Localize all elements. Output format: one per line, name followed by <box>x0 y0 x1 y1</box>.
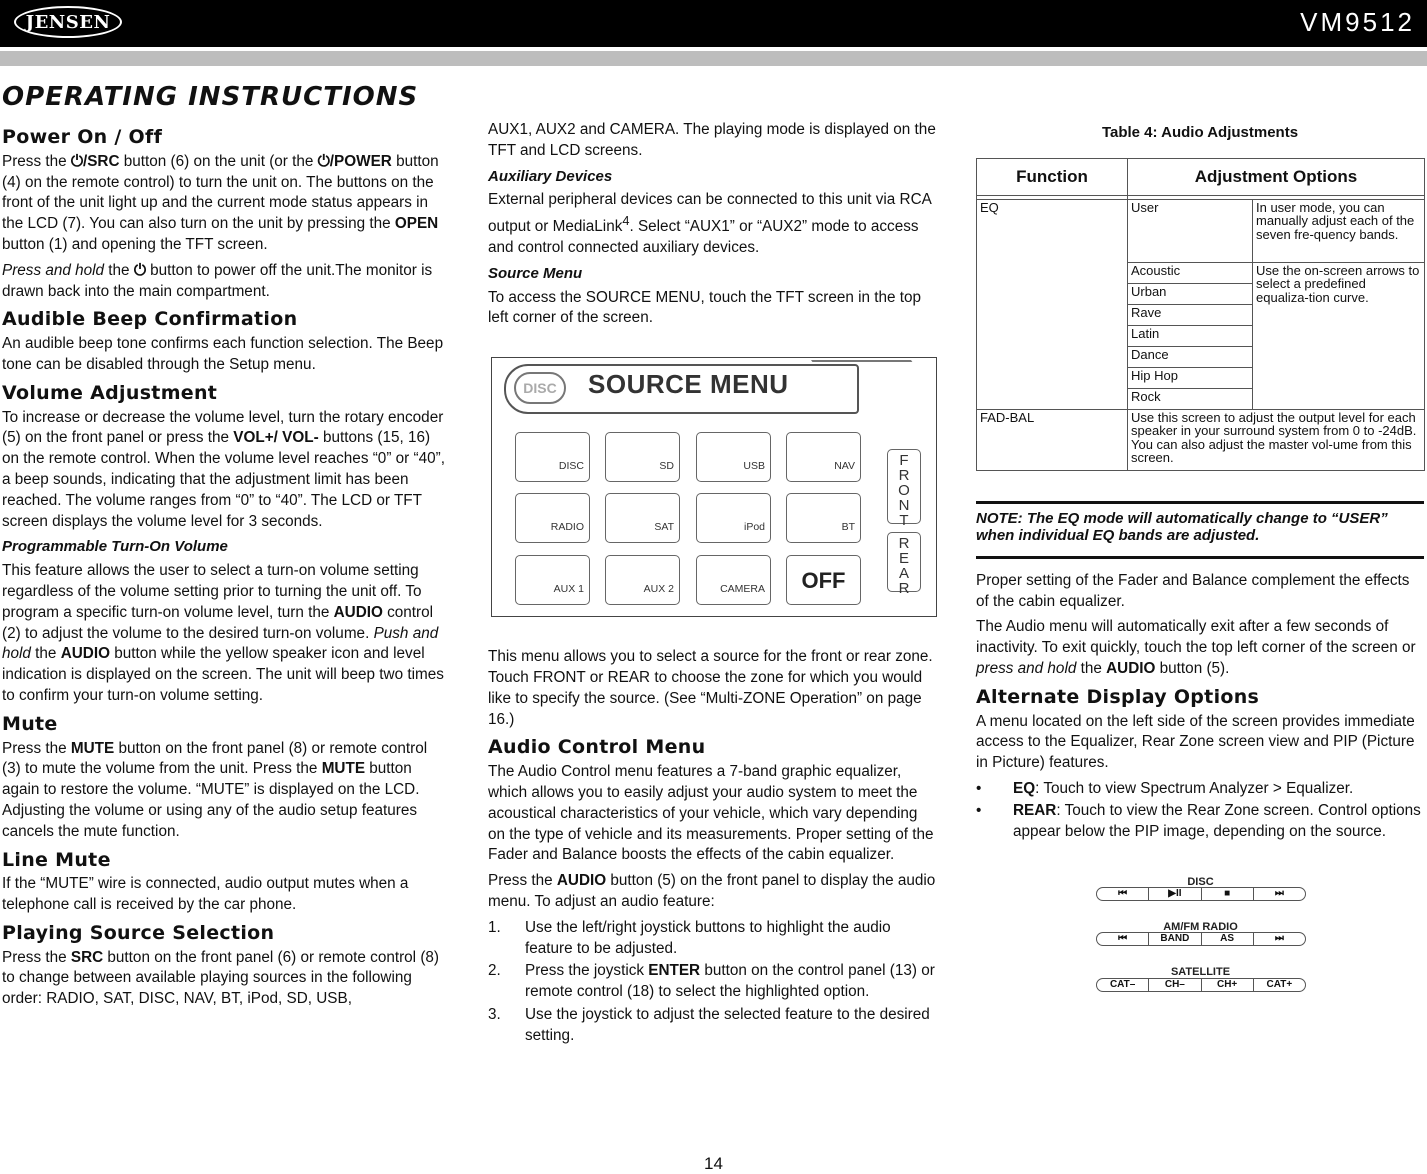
logo-text: JENSEN <box>25 11 111 33</box>
turnon-heading: Programmable Turn-On Volume <box>2 538 228 556</box>
linemute-paragraph: If the “MUTE” wire is connected, audio output mutes when a telephone call is received by the car phone. <box>2 875 409 914</box>
eq-cell: EQ <box>977 199 1128 409</box>
disc-badge[interactable]: DISC <box>514 372 566 404</box>
source-btn-sat[interactable]: SAT <box>605 493 680 543</box>
audio-steps <box>488 918 938 1047</box>
front-zone-button[interactable]: F R O N T <box>887 449 921 524</box>
radio-controls <box>1096 932 1306 946</box>
list-item: 3. Use the joystick to adjust the selected feature to the desired setting. <box>488 1006 930 1044</box>
table-row: Urban <box>977 283 1425 304</box>
volume-paragraph: To increase or decrease the volume level, turn the rotary encoder (5) on the front panel or press the VOL+/ VOL- buttons (15, 16) on the remote control. When the volume level reaches “0” or “40”, a beep sounds, indicating that the adjustment limit has been reached. The volume ranges from “0” to “40”. The LCD or TFT screen displays the volume level for 3 seconds. <box>2 408 445 530</box>
sat-controls-label: SATELLITE <box>1170 966 1231 979</box>
stop-button[interactable]: ■ <box>1201 888 1253 900</box>
disc-controls <box>1096 887 1306 901</box>
table-row <box>977 409 1425 470</box>
audio-paragraph-1: The Audio Control menu features a 7-band graphic equalizer, which allows you to easily adjust your audio system to meet the acoustical characteristics of your vehicle, which vary depending on the type of vehicle and its measurements. Proper setting of the Fader and Balance boosts the effects of the cabin equalizer. <box>488 763 934 864</box>
source-btn-off[interactable]: OFF <box>786 555 861 605</box>
source-btn-aux2[interactable]: AUX 2 <box>605 555 680 605</box>
list-item: 1. Use the left/right joystick buttons to highlight the audio feature to be adjusted. <box>488 918 891 957</box>
table-row <box>977 199 1425 262</box>
beep-paragraph: An audible beep tone confirms each function selection. The Beep tone can be disabled through the Setup menu. <box>2 335 444 373</box>
table-row: Latin <box>977 325 1425 346</box>
model-number: VM9512 <box>1300 7 1415 37</box>
alt-display-paragraph: A menu located on the left side of the screen provides immediate access to the Equalizer, Rear Zone screen view and PIP (Picture in Picture) features. <box>976 712 1415 772</box>
source-heading: Playing Source Selection <box>2 921 275 944</box>
mute-paragraph: Press the MUTE button on the front panel (8) or remote control (3) to mute the volume from the unit. Press the MUTE button again to restore the volume. “MUTE” is displayed on the LCD. Adjusting the volume or using any of the audio setup features cancels the mute function. <box>2 739 428 840</box>
power-icon: ⏻ <box>317 152 330 170</box>
disc-controls-label: DISC <box>1187 876 1214 889</box>
seek-up-button[interactable]: ⏭ <box>1253 933 1305 945</box>
cat-down-button[interactable]: CAT– <box>1109 979 1136 991</box>
mute-heading: Mute <box>2 712 58 735</box>
table-row: Hip Hop <box>977 367 1425 388</box>
source-menu-title: SOURCE MENU <box>588 369 789 400</box>
alt-display-heading: Alternate Display Options <box>976 685 1260 708</box>
sat-controls <box>1096 978 1306 992</box>
eq-preset-desc: Use the on-screen arrows to select a predefined equaliza-tion curve. <box>1253 262 1425 409</box>
fader-paragraph: Proper setting of the Fader and Balance complement the effects of the cabin equalizer. <box>976 571 1410 610</box>
page-title: OPERATING INSTRUCTIONS <box>2 82 419 112</box>
list-item: 2. Press the joystick ENTER button on the control panel (13) or remote control (18) to select the highlighted option. <box>488 962 935 1001</box>
volume-heading: Volume Adjustment <box>2 381 218 404</box>
table-row: Acoustic Use the on-screen arrows to select a predefined equaliza-tion curve. <box>977 262 1425 283</box>
fad-bal-cell: FAD-BAL <box>977 409 1128 470</box>
zone-paragraph: This menu allows you to select a source for the front or rear zone. Touch FRONT or REAR to choose the zone for which you would like to specify the source. (See “Multi-ZONE Operation” on page 16.) <box>488 648 933 728</box>
eq-user-cell: User <box>1128 199 1253 262</box>
cat-up-button[interactable]: CAT+ <box>1253 979 1305 991</box>
audio-paragraph-2: Press the AUDIO button (5) on the front panel to display the audio menu. To adjust an audio feature: <box>488 872 936 911</box>
play-pause-button[interactable]: ▶II <box>1148 888 1200 900</box>
source-btn-nav[interactable]: NAV <box>786 432 861 482</box>
linemute-heading: Line Mute <box>2 848 111 871</box>
as-button[interactable]: AS <box>1201 933 1253 945</box>
radio-controls-label: AM/FM RADIO <box>1163 921 1238 934</box>
source-btn-bt[interactable]: BT <box>786 493 861 543</box>
header-bar <box>0 0 1427 47</box>
source-btn-aux1[interactable]: AUX 1 <box>515 555 590 605</box>
aux-heading: Auxiliary Devices <box>488 167 613 185</box>
exit-paragraph: The Audio menu will automatically exit after a few seconds of inactivity. To exit quickly, touch the top left corner of the screen or press and hold the AUDIO button (5). <box>976 618 1416 677</box>
rear-zone-button[interactable]: R E A R <box>887 532 921 592</box>
beep-heading: Audible Beep Confirmation <box>2 308 298 331</box>
page-number: 14 <box>704 1154 723 1173</box>
table-row: Rock <box>977 388 1425 409</box>
band-button[interactable]: BAND <box>1148 933 1200 945</box>
srcmenu-paragraph: To access the SOURCE MENU, touch the TFT screen in the top left corner of the screen. <box>488 288 922 327</box>
list-item: • EQ: Touch to view Spectrum Analyzer > Equalizer. <box>976 779 1354 797</box>
list-item: • REAR: Touch to view the Rear Zone screen. Control options appear below the PIP image, depending on the source. <box>976 801 1421 840</box>
ch-up-button[interactable]: CH+ <box>1201 979 1253 991</box>
power-icon: ⏻ <box>70 152 83 170</box>
ch-down-button[interactable]: CH– <box>1148 979 1200 991</box>
turnon-paragraph: This feature allows the user to select a turn-on volume setting regardless of the volume setting prior to turning the unit off. To program a specific turn-on volume level, turn the AUDIO control (2) to adjust the volume to the desired turn-on volume. Push and hold the AUDIO button while the yellow speaker icon and level indication is displayed on the screen. The unit will beep two times to confirm your turn-on volume setting. <box>2 562 444 704</box>
power-icon: ⏻ <box>133 261 146 279</box>
column-left <box>2 120 450 1015</box>
column-middle <box>488 120 938 1049</box>
jensen-logo <box>14 6 122 38</box>
fad-bal-desc: Use this screen to adjust the output level for each speaker in your surround system from 0 to -24dB. You can also adjust the master vol-ume from this screen. <box>1128 409 1425 470</box>
aux-paragraph: External peripheral devices can be connected to this unit via RCA output or MediaLink$^4$. Select “AUX1” or “AUX2” mode to access and control connected auxiliary devices. <box>488 191 932 257</box>
power-heading: Power On / Off <box>2 126 163 148</box>
power-off-paragraph: Press and hold the ⏻ button to power off the unit.The monitor is drawn back into the main compartment. <box>2 261 433 300</box>
next-track-button[interactable]: ⏭ <box>1253 888 1305 900</box>
table-caption: Table 4: Audio Adjustments <box>1101 124 1299 141</box>
column-right <box>976 120 1424 1012</box>
eq-user-desc: In user mode, you can manually adjust each of the seven fre-quency bands. <box>1253 199 1425 262</box>
source-btn-disc[interactable]: DISC <box>515 432 590 482</box>
audio-heading: Audio Control Menu <box>488 736 706 759</box>
source-btn-sd[interactable]: SD <box>605 432 680 482</box>
seek-down-button[interactable]: ⏮ <box>1118 933 1128 945</box>
source-order-cont: AUX1, AUX2 and CAMERA. The playing mode is displayed on the TFT and LCD screens. <box>488 121 936 159</box>
table-row: Rave <box>977 304 1425 325</box>
alt-display-list <box>976 779 1424 842</box>
srcmenu-heading: Source Menu <box>488 264 583 282</box>
source-paragraph: Press the SRC button on the front panel (6) or remote control (8) to change between available playing sources in the following order: RADIO, SAT, DISC, NAV, BT, iPod, SD, USB, <box>2 948 440 1008</box>
source-btn-radio[interactable]: RADIO <box>515 493 590 543</box>
control-bars-figure <box>976 872 1425 1012</box>
table-row: Dance <box>977 346 1425 367</box>
header-stripe <box>0 51 1427 66</box>
table-header-options: Adjustment Options <box>1128 158 1425 195</box>
prev-track-button[interactable]: ⏮ <box>1118 888 1128 900</box>
eq-note: NOTE: The EQ mode will automatically change to “USER” when individual EQ bands are adjusted. <box>976 501 1424 559</box>
audio-adjustments-table <box>976 158 1425 471</box>
source-btn-camera[interactable]: CAMERA <box>696 555 771 605</box>
table-header-function: Function <box>977 158 1128 195</box>
source-btn-ipod[interactable]: iPod <box>696 493 771 543</box>
source-btn-usb[interactable]: USB <box>696 432 771 482</box>
power-paragraph: Press the ⏻/SRC button (6) on the unit (or the ⏻/POWER button (4) on the remote control) to turn the unit on. The buttons on the front of the unit light up and the current mode status appears in the LCD (7). You can also turn on the unit by pressing the OPEN button (1) and opening the TFT screen. <box>2 152 439 253</box>
source-menu-figure <box>491 357 937 617</box>
